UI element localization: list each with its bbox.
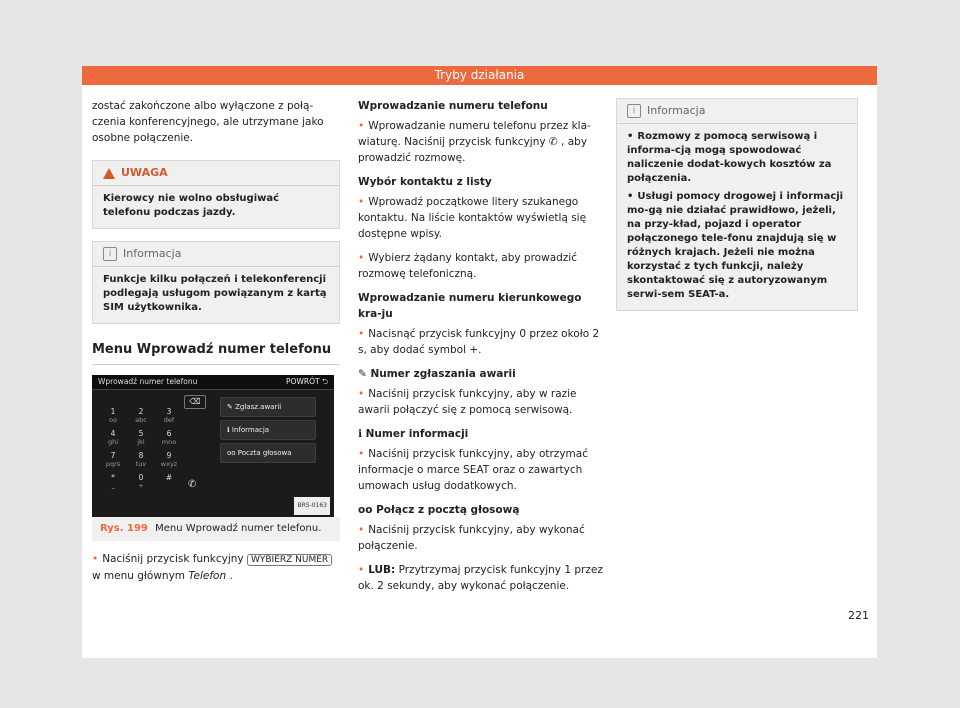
info-bullet-2: • Usługi pomocy drogowej i informacji mo-gą nie działać prawidłowo, jeżeli, na przy-kład, pojazd i operator połączonego tele-fonu znajdują się w różnych krajach. Jeżeli nie można korzystać z tych funkcji, należy skontaktować się z autoryzowanym serwi-sem SEAT-a. <box>627 191 844 300</box>
keypad-key[interactable]: 1 ᴏᴏ <box>109 407 117 424</box>
warning-box <box>92 160 340 229</box>
page-number: 221 <box>848 609 869 622</box>
keypad-key[interactable]: 5 jkl <box>137 429 145 446</box>
info-title-right: i Informacja <box>617 99 857 124</box>
info-body: Funkcje kilku połączeń i telekonferencji podlegają usługom powiązanym z kartą SIM użytkownika. <box>103 274 327 313</box>
keypad-key[interactable]: # <box>165 473 173 482</box>
column-right <box>616 98 858 321</box>
para-country-code: • Nacisnąć przycisk funkcyjny 0 przez około 2 s, aby dodać symbol +. <box>358 328 600 356</box>
heading-enter-number: Wprowadzanie numeru telefonu <box>358 100 548 112</box>
para-information: • Naciśnij przycisk funkcyjny, aby otrzymać informacje o marce SEAT oraz o zawartych umowach usług dodatkowych. <box>358 448 588 492</box>
screen-header: Wprowadź numer telefonu POWRÓT ⮌ <box>92 375 334 390</box>
info-box <box>92 241 340 324</box>
keypad-key[interactable]: 3 def <box>163 407 175 424</box>
column-left <box>92 98 340 592</box>
keypad-key[interactable]: * ⎵ <box>111 473 115 490</box>
para-enter-number: • Wprowadzanie numeru telefonu przez kla-wiaturę. Naciśnij przycisk funkcyjny ✆ , aby prowadzić rozmowę. <box>358 120 591 164</box>
heading-emergency: ✎ Numer zgłaszania awarii <box>358 368 516 380</box>
keypad-key[interactable]: 8 tuv <box>135 451 147 468</box>
backspace-icon[interactable]: ⌫ <box>184 395 206 409</box>
column-middle <box>358 98 608 602</box>
para-contact-b: • Wybierz żądany kontakt, aby prowadzić rozmowę telefoniczną. <box>358 252 577 280</box>
info-bullet-1: • Rozmowy z pomocą serwisową i informa-cją mogą spowodować naliczenie dodat-kowych kosztów za połączenia. <box>627 131 832 184</box>
para-contact-a: • Wprowadź początkowe litery szukanego kontaktu. Na liście kontaktów wyświetlą się dostępne wpisy. <box>358 196 587 240</box>
select-number-key: WYBIERZ NUMER <box>247 554 332 566</box>
info-box-right <box>616 98 858 311</box>
warning-title: UWAGA <box>93 161 339 186</box>
info-title: i Informacja <box>93 242 339 267</box>
section-title: Menu Wprowadź numer telefonu <box>92 342 340 365</box>
emergency-button[interactable]: ✎ Zgłasz.awarii <box>220 397 316 417</box>
intro-paragraph: zostać zakończone albo wyłączone z połą-czenia konferencyjnego, ale utrzymane jako osobne połączenie. <box>92 100 324 144</box>
voicemail-button[interactable]: ᴏᴏ Poczta głosowa <box>220 443 316 463</box>
info-icon: i <box>627 104 641 118</box>
figure-code: BRS-0163 <box>294 497 330 515</box>
heading-contact-select: Wybór kontaktu z listy <box>358 176 492 188</box>
keypad-key[interactable]: 7 pqrs <box>105 451 121 468</box>
para-voicemail-or: • LUB: Przytrzymaj przycisk funkcyjny 1 przez ok. 2 sekundy, aby wykonać połączenie. <box>358 564 603 592</box>
keypad-key[interactable]: 2 abc <box>135 407 147 424</box>
para-emergency: • Naciśnij przycisk funkcyjny, aby w razie awarii połączyć się z pomocą serwisową. <box>358 388 577 416</box>
keypad-key[interactable]: 0 + <box>138 473 144 490</box>
warning-body: Kierowcy nie wolno obsługiwać telefonu podczas jazdy. <box>103 193 280 218</box>
figure-caption: Rys. 199 Menu Wprowadź numer telefonu. <box>92 517 340 541</box>
keypad-key[interactable]: 9 wxyz <box>160 451 178 468</box>
heading-information: ℹ Numer informacji <box>358 428 469 440</box>
heading-voicemail: ᴏᴏ Połącz z pocztą głosową <box>358 504 520 516</box>
phone-screen-figure <box>92 375 334 517</box>
info-icon: i <box>103 247 117 261</box>
step-paragraph: • Naciśnij przycisk funkcyjny WYBIERZ NUMER w menu głównym Telefon . <box>92 551 340 584</box>
keypad-key[interactable]: 6 mno <box>161 429 177 446</box>
back-button[interactable]: POWRÓT ⮌ <box>286 377 328 386</box>
warning-icon <box>103 168 115 179</box>
heading-country-code: Wprowadzanie numeru kierunkowego kra-ju <box>358 292 582 320</box>
para-voicemail: • Naciśnij przycisk funkcyjny, aby wykonać połączenie. <box>358 524 585 552</box>
info-button[interactable]: ℹ Informacja <box>220 420 316 440</box>
call-icon[interactable]: ✆ <box>188 479 197 490</box>
page-header: Tryby działania <box>82 66 877 85</box>
keypad-key[interactable]: 4 ghi <box>107 429 119 446</box>
manual-page <box>82 66 877 658</box>
